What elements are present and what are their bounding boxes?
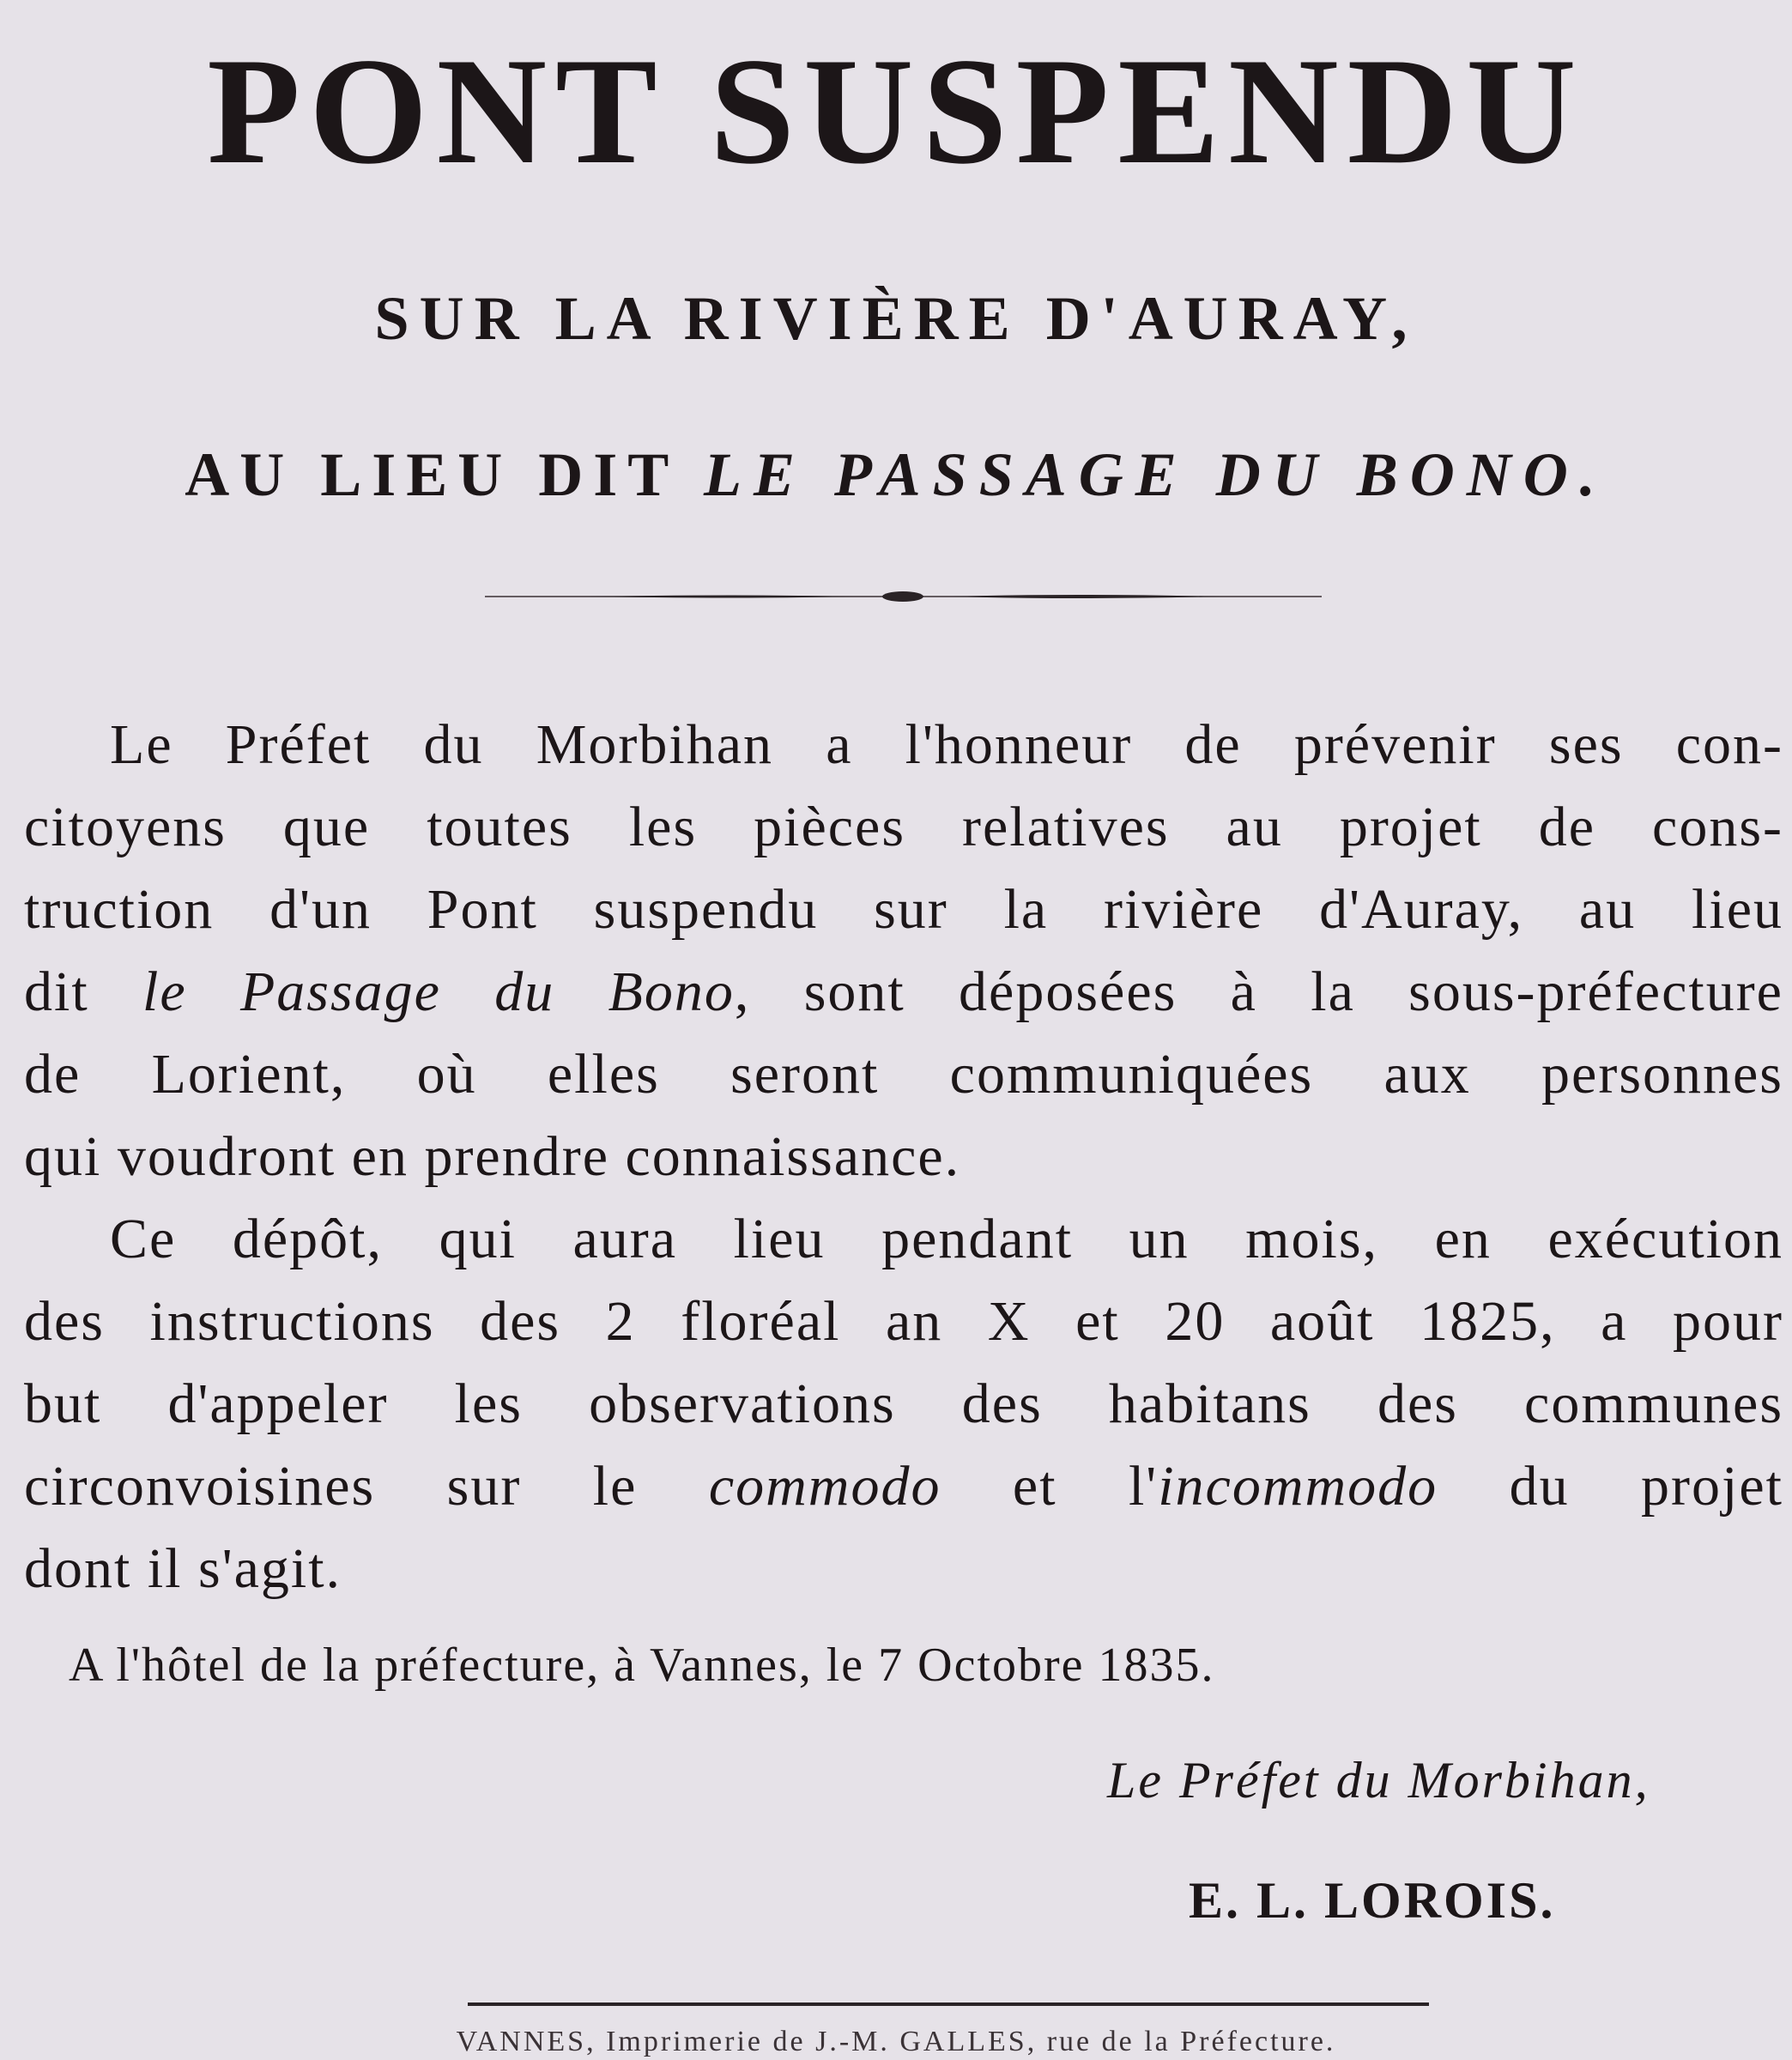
paragraph-2-line: [24, 1528, 1783, 1610]
date-line: A l'hôtel de la préfecture, à Vannes, le 7 Octobre 1835.: [69, 1639, 1215, 1692]
text-segment: et l': [941, 1455, 1159, 1518]
line-text: [24, 1372, 1783, 1435]
paragraph-1-line: [24, 951, 1783, 1033]
poster-title: PONT SUSPENDU: [207, 26, 1585, 196]
printer-line: VANNES, Imprimerie de J.-M. GALLES, rue de la Préfecture.: [456, 2026, 1336, 2057]
line-text: [24, 1537, 342, 1600]
paragraph-1-line: [24, 786, 1783, 869]
line-text: [24, 1455, 1783, 1518]
text-segment: citoyens que toutes les pièces relatives au projet de cons-: [24, 796, 1783, 858]
text-segment: des instructions des 2 floréal an X et 20 août 1825, a pour: [24, 1290, 1783, 1353]
signature-title: Le Préfet du Morbihan,: [1107, 1752, 1650, 1809]
line-text: [24, 1290, 1783, 1353]
text-segment: du projet: [1438, 1455, 1783, 1518]
signature-name: E. L. LOROIS.: [1189, 1872, 1556, 1929]
location-name: LE PASSAGE DU BONO.: [704, 440, 1607, 509]
paragraph-1-line: [24, 869, 1783, 951]
text-segment: Ce dépôt, qui aura lieu pendant un mois, en exécution: [110, 1208, 1783, 1270]
italic-text: le Passage du Bono: [142, 960, 735, 1023]
paragraph-2-line: [24, 1281, 1783, 1363]
text-segment: circonvoisines sur le: [24, 1455, 709, 1518]
line-text: [110, 713, 1783, 776]
line-text: [24, 1043, 1783, 1106]
text-segment: dont il s'agit.: [24, 1537, 342, 1600]
text-segment: , sont déposées à la sous-préfecture: [734, 960, 1783, 1023]
ornamental-divider: [485, 591, 1322, 603]
line-text: [24, 960, 1783, 1023]
text-segment: Le Préfet du Morbihan a l'honneur de prévenir ses con-: [110, 713, 1783, 776]
paragraph-2-line: [24, 1363, 1783, 1445]
notice-body: [24, 704, 1783, 1610]
paragraph-2-line: [24, 1198, 1783, 1281]
text-segment: de Lorient, où elles seront communiquées aux personnes: [24, 1043, 1783, 1106]
paragraph-1-line: [24, 1033, 1783, 1116]
paragraph-2-line: [24, 1445, 1783, 1528]
line-text: [24, 796, 1783, 858]
footer-rule: [468, 2002, 1429, 2006]
poster-subtitle-river: SUR LA RIVIÈRE D'AURAY,: [374, 284, 1418, 353]
line-text: [24, 878, 1783, 941]
location-prefix: AU LIEU DIT: [185, 440, 704, 509]
text-segment: truction d'un Pont suspendu sur la rivière d'Auray, au lieu: [24, 878, 1783, 941]
line-text: [110, 1208, 1783, 1270]
text-segment: qui voudront en prendre connaissance.: [24, 1125, 961, 1188]
line-text: [24, 1125, 960, 1188]
poster-subtitle-location: [0, 439, 1792, 511]
text-segment: dit: [24, 960, 142, 1023]
italic-text: commodo: [708, 1455, 941, 1518]
paragraph-1-line: [24, 1116, 1783, 1198]
italic-text: incommodo: [1158, 1455, 1438, 1518]
paragraph-1-line: [24, 704, 1783, 786]
text-segment: but d'appeler les observations des habitans des communes: [24, 1372, 1783, 1435]
